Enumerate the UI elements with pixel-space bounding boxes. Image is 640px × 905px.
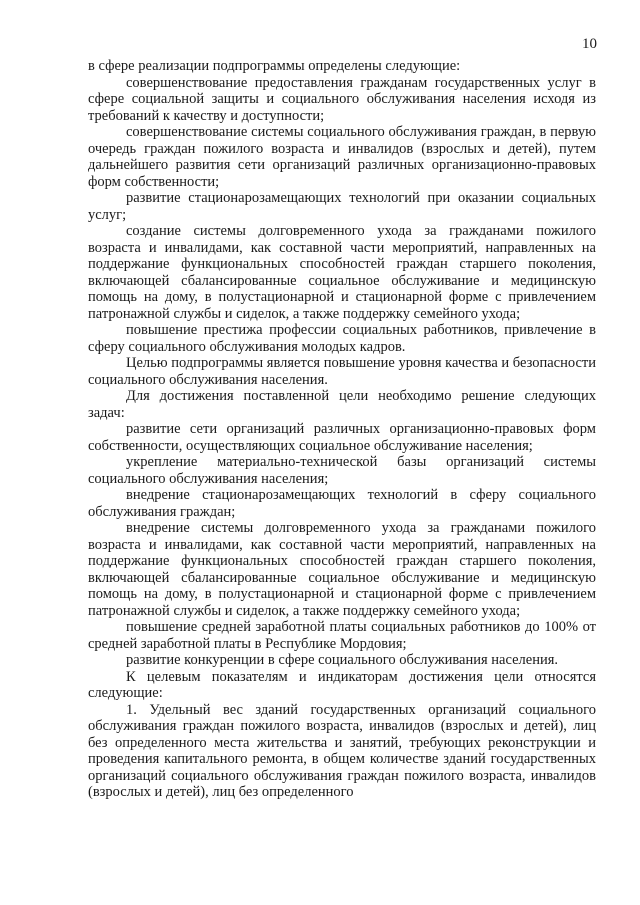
paragraph-8: Для достижения поставленной цели необходимо решение следующих задач: (88, 388, 596, 421)
paragraph-3: совершенствование системы социального обслуживания граждан, в первую очередь граждан пожилого возраста и инвалидов (взрослых и детей), путем дальнейшего развития сети организаций различных организационно-правовых форм собственности; (88, 124, 596, 190)
paragraph-6: повышение престижа профессии социальных работников, привлечение в сферу социального обслуживания молодых кадров. (88, 322, 596, 355)
paragraph-4: развитие стационарозамещающих технологий при оказании социальных услуг; (88, 190, 596, 223)
paragraph-7: Целью подпрограммы является повышение уровня качества и безопасности социального обслуживания населения. (88, 355, 597, 388)
paragraph-1: в сфере реализации подпрограммы определены следующие: (88, 58, 461, 74)
document-body (88, 58, 596, 801)
paragraph-11: внедрение стационарозамещающих технологий в сферу социального обслуживания граждан; (88, 487, 596, 520)
paragraph-5: создание системы долговременного ухода за гражданами пожилого возраста и инвалидами, как составной части мероприятий, направленных на поддержание функциональных способностей граждан старшего поколения, включающей сбалансированные социальное обслуживание и медицинскую помощь на дому, в полустационарной и стационарной форме с привлечением патронажной службы и сиделок, а также поддержку семейного ухода; (88, 223, 596, 322)
page-number: 10 (582, 36, 597, 52)
paragraph-9: развитие сети организаций различных организационно-правовых форм собственности, осуществляющих социальное обслуживание населения; (88, 421, 596, 454)
paragraph-2: совершенствование предоставления гражданам государственных услуг в сфере социальной защиты и социального обслуживания населения исходя из требований к качеству и доступности; (88, 74, 596, 124)
paragraph-12: внедрение системы долговременного ухода за гражданами пожилого возраста и инвалидами, как составной части мероприятий, направленных на поддержание функциональных способностей граждан старшего поколения, включающей сбалансированные социальное обслуживание и медицинскую помощь на дому, в полустационарной и стационарной форме с привлечением патронажной службы и сиделок, а также поддержку семейного ухода; (88, 520, 596, 619)
paragraph-15: К целевым показателям и индикаторам достижения цели относятся следующие: (88, 668, 596, 701)
paragraph-10: укрепление материально-технической базы организаций системы социального обслуживания населения; (88, 454, 596, 487)
paragraph-13: повышение средней заработной платы социальных работников до 100% от средней заработной платы в Республике Мордовия; (88, 619, 596, 652)
paragraph-14: развитие конкуренции в сфере социального обслуживания населения. (126, 652, 559, 668)
paragraph-16: 1. Удельный вес зданий государственных организаций социального обслуживания граждан пожилого возраста, инвалидов (взрослых и детей), лиц без определенного места жительства и занятий, требующих реконструкции и проведения капитального ремонта, в общем количестве зданий государственных организаций социального обслуживания граждан пожилого возраста, инвалидов (взрослых и детей), лиц без определенного (88, 701, 596, 800)
